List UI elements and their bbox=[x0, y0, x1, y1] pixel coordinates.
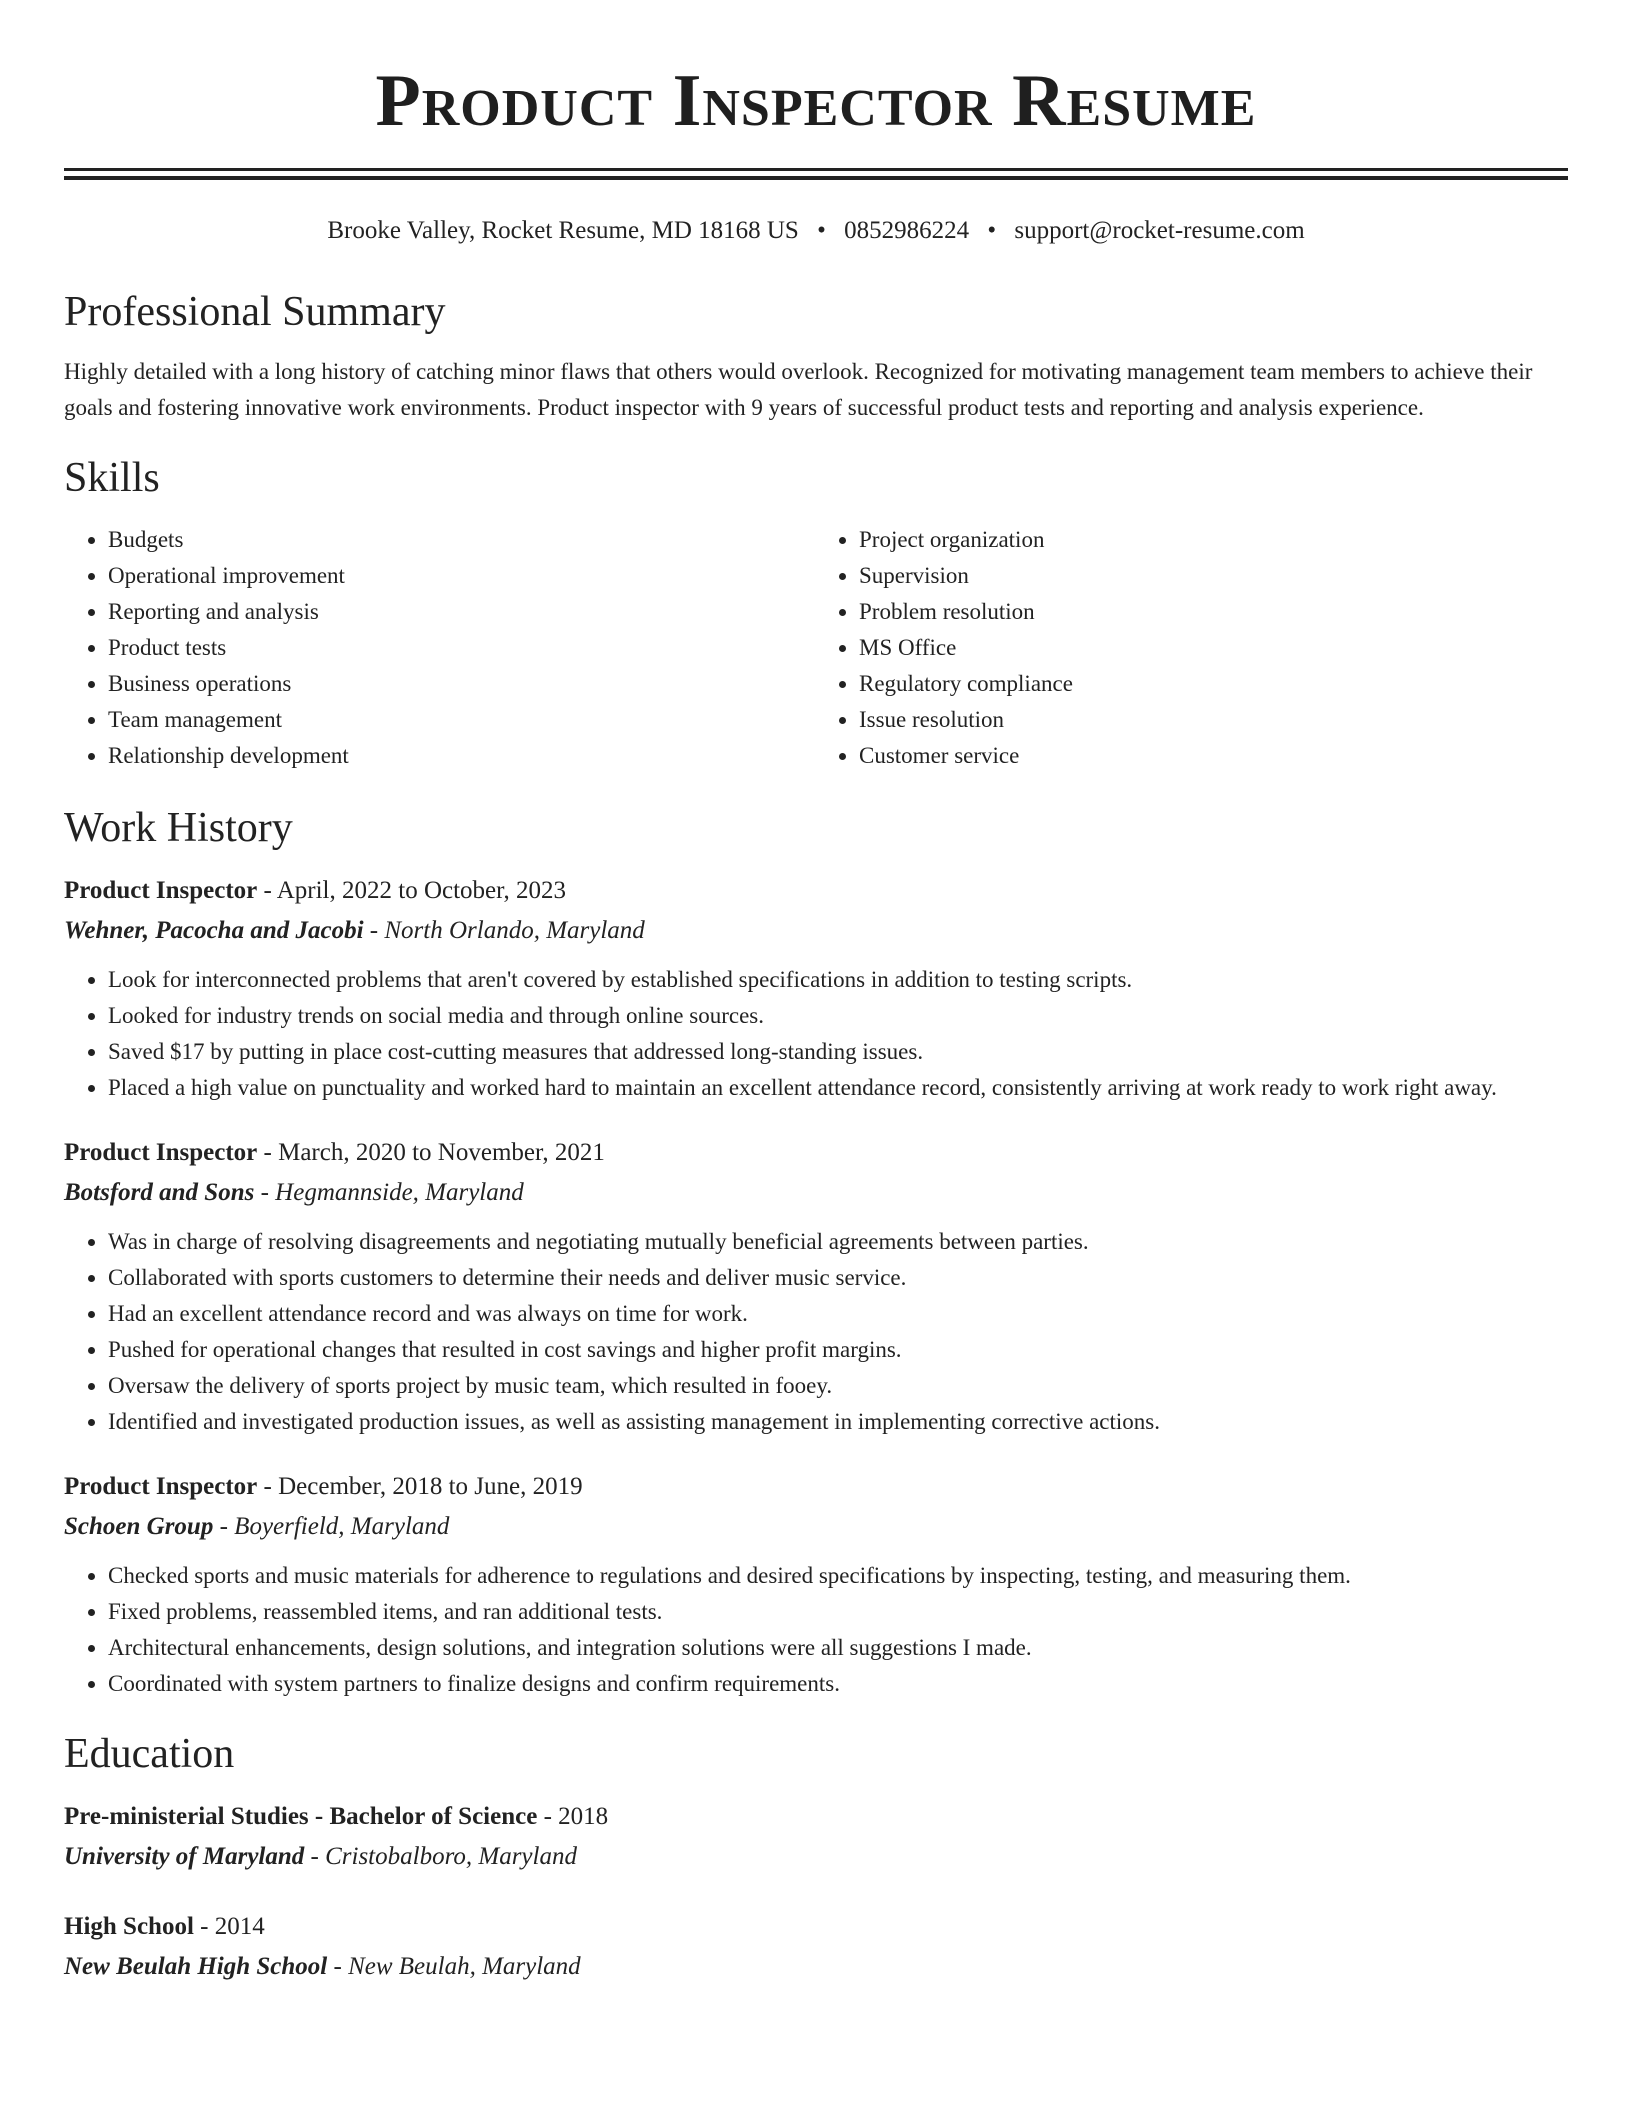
company-location: - North Orlando, Maryland bbox=[363, 917, 645, 944]
company-name: Wehner, Pacocha and Jacobi bbox=[64, 917, 364, 944]
skill-item: • Project organization bbox=[859, 522, 1568, 558]
school-location: - Cristobalboro, Maryland bbox=[304, 1843, 577, 1870]
job-entry bbox=[64, 1134, 1568, 1440]
skill-item: • Operational improvement bbox=[108, 558, 817, 594]
job-header bbox=[64, 1468, 1568, 1506]
skill-item: • Relationship development bbox=[108, 738, 817, 774]
summary-text: Highly detailed with a long history of catching minor flaws that others would overlook. Recognized for motivating management team members to achieve their goals and fostering innovative work environments. Product inspector with 9 years of successful product tests and reporting and analysis experience. bbox=[64, 359, 1533, 420]
skill-item: • Team management bbox=[108, 702, 817, 738]
skills-column-left bbox=[64, 522, 817, 774]
skill-item: • Issue resolution bbox=[859, 702, 1568, 738]
duty-item: • Fixed problems, reassembled items, and ran additional tests. bbox=[108, 1594, 1568, 1630]
company-location: - Boyerfield, Maryland bbox=[213, 1513, 450, 1540]
title-divider bbox=[64, 168, 1568, 180]
skills-heading: Skills bbox=[64, 455, 160, 501]
education-degree-line bbox=[64, 1908, 1568, 1946]
skill-item: • Problem resolution bbox=[859, 594, 1568, 630]
duty-item: • Saved $17 by putting in place cost-cutting measures that addressed long-standing issues. bbox=[108, 1034, 1568, 1070]
job-employer bbox=[64, 1508, 1568, 1546]
job-header bbox=[64, 872, 1568, 910]
skill-item: • Supervision bbox=[859, 558, 1568, 594]
skill-item: • MS Office bbox=[859, 630, 1568, 666]
duty-item: • Coordinated with system partners to finalize designs and confirm requirements. bbox=[108, 1666, 1568, 1702]
contact-phone: 0852986224 bbox=[844, 217, 970, 244]
education-school-line bbox=[64, 1948, 1568, 1986]
duty-item: • Looked for industry trends on social media and through online sources. bbox=[108, 998, 1568, 1034]
job-employer bbox=[64, 912, 1568, 950]
education-entry bbox=[64, 1908, 1568, 1986]
duty-item: • Oversaw the delivery of sports project by music team, which resulted in fooey. bbox=[108, 1368, 1568, 1404]
contact-line bbox=[64, 214, 1568, 248]
duty-item: • Architectural enhancements, design solutions, and integration solutions were all suggestions I made. bbox=[108, 1630, 1568, 1666]
school-name: New Beulah High School bbox=[64, 1953, 328, 1980]
resume-title: Product Inspector Resume bbox=[375, 60, 1257, 142]
skills-list bbox=[64, 522, 1568, 774]
contact-separator: • bbox=[817, 217, 826, 244]
duty-item: • Identified and investigated production issues, as well as assisting management in implementing corrective actions. bbox=[108, 1404, 1568, 1440]
job-header bbox=[64, 1134, 1568, 1172]
skill-item: • Customer service bbox=[859, 738, 1568, 774]
job-entry bbox=[64, 872, 1568, 1106]
education-school-line bbox=[64, 1838, 1568, 1876]
job-dates: - December, 2018 to June, 2019 bbox=[257, 1473, 583, 1500]
degree-year: - 2018 bbox=[537, 1803, 609, 1830]
work-history-heading: Work History bbox=[64, 805, 293, 851]
job-dates: - April, 2022 to October, 2023 bbox=[257, 877, 566, 904]
company-name: Botsford and Sons bbox=[64, 1179, 255, 1206]
degree-name: High School bbox=[64, 1913, 194, 1940]
company-location: - Hegmannside, Maryland bbox=[254, 1179, 524, 1206]
summary-heading: Professional Summary bbox=[64, 289, 446, 335]
duty-item: • Collaborated with sports customers to determine their needs and deliver music service. bbox=[108, 1260, 1568, 1296]
duty-item: • Had an excellent attendance record and was always on time for work. bbox=[108, 1296, 1568, 1332]
job-duties bbox=[64, 1558, 1568, 1702]
resume-page bbox=[64, 0, 1568, 1986]
education-heading: Education bbox=[64, 1731, 235, 1777]
skill-item: • Product tests bbox=[108, 630, 817, 666]
skill-item: • Business operations bbox=[108, 666, 817, 702]
job-employer bbox=[64, 1174, 1568, 1212]
job-entry bbox=[64, 1468, 1568, 1702]
school-location: - New Beulah, Maryland bbox=[327, 1953, 581, 1980]
skills-column-right bbox=[817, 522, 1568, 774]
job-duties bbox=[64, 1224, 1568, 1440]
duty-item: • Checked sports and music materials for adherence to regulations and desired specifications by inspecting, testing, and measuring them. bbox=[108, 1558, 1568, 1594]
job-duties bbox=[64, 962, 1568, 1106]
job-dates: - March, 2020 to November, 2021 bbox=[257, 1139, 605, 1166]
duty-item: • Was in charge of resolving disagreements and negotiating mutually beneficial agreements between parties. bbox=[108, 1224, 1568, 1260]
skill-item: • Reporting and analysis bbox=[108, 594, 817, 630]
job-title: Product Inspector bbox=[64, 877, 258, 904]
skill-item: • Regulatory compliance bbox=[859, 666, 1568, 702]
contact-email: support@rocket-resume.com bbox=[1014, 217, 1305, 244]
duty-item: • Look for interconnected problems that aren't covered by established specifications in addition to testing scripts. bbox=[108, 962, 1568, 998]
education-degree-line bbox=[64, 1798, 1568, 1836]
job-title: Product Inspector bbox=[64, 1139, 258, 1166]
duty-item: • Placed a high value on punctuality and worked hard to maintain an excellent attendance record, consistently arriving at work ready to work right away. bbox=[108, 1070, 1568, 1106]
skill-item: • Budgets bbox=[108, 522, 817, 558]
degree-name: Pre-ministerial Studies - Bachelor of Science bbox=[64, 1803, 538, 1830]
contact-address: Brooke Valley, Rocket Resume, MD 18168 US bbox=[327, 217, 799, 244]
contact-separator: • bbox=[987, 217, 997, 244]
degree-year: - 2014 bbox=[193, 1913, 265, 1940]
education-entry bbox=[64, 1798, 1568, 1876]
job-title: Product Inspector bbox=[64, 1473, 258, 1500]
duty-item: • Pushed for operational changes that resulted in cost savings and higher profit margins. bbox=[108, 1332, 1568, 1368]
school-name: University of Maryland bbox=[64, 1843, 305, 1870]
company-name: Schoen Group bbox=[64, 1513, 214, 1540]
